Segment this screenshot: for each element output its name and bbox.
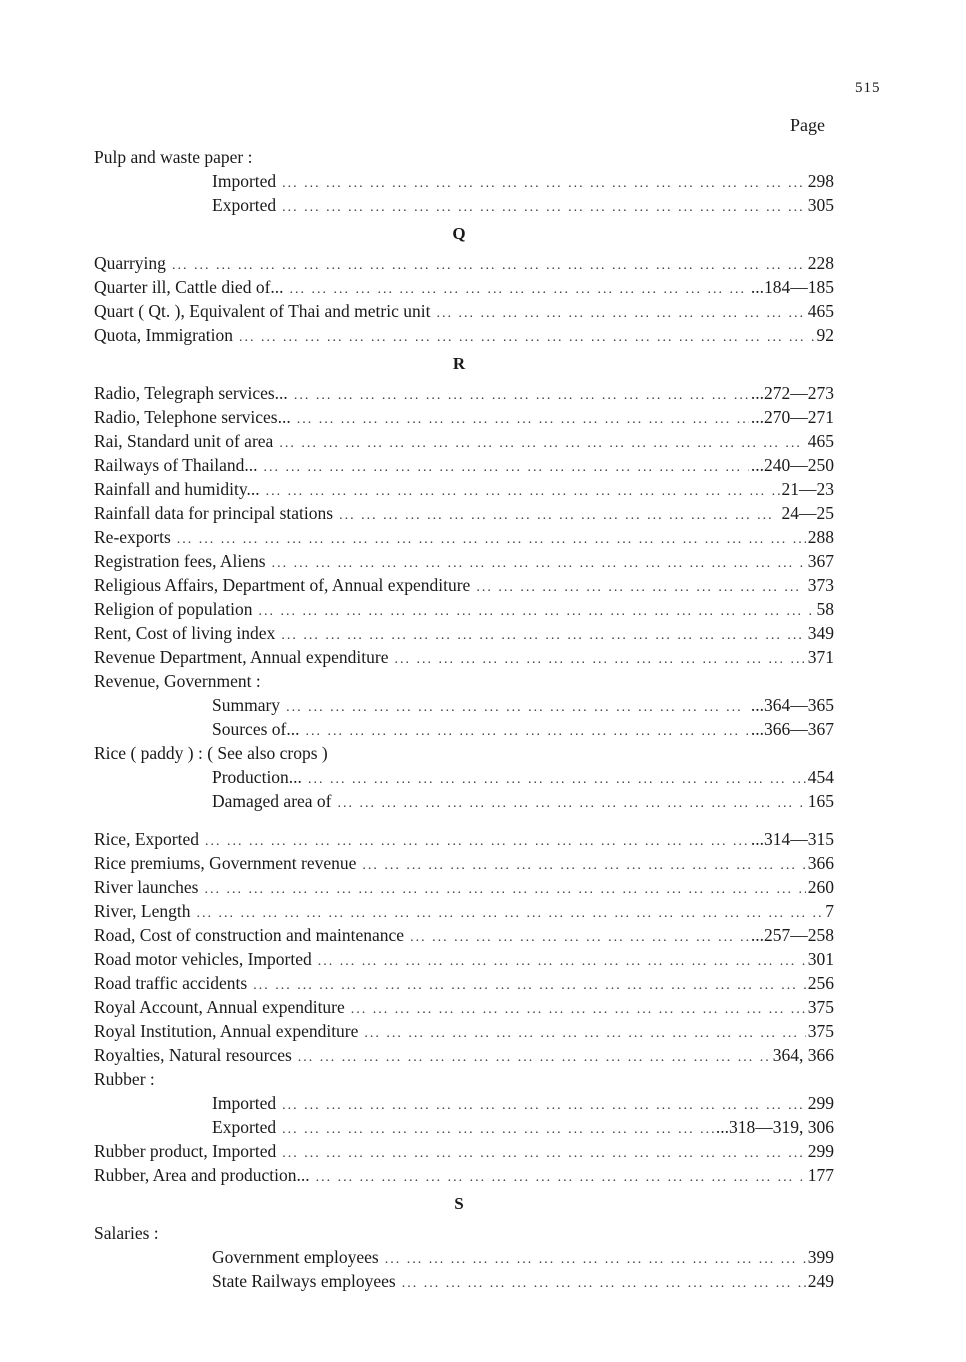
entry-page: 373 (807, 575, 834, 595)
entry-page: 371 (807, 647, 834, 667)
entry-label: Rubber product, Imported (94, 1141, 277, 1161)
index-entry (94, 453, 834, 477)
index-entry (94, 1019, 834, 1043)
entry-page: ...270—271 (750, 407, 834, 427)
dot-leader (305, 720, 748, 744)
entry-label: Rainfall and humidity... (94, 479, 260, 499)
entry-label: River, Length (94, 901, 191, 921)
dot-leader (338, 792, 806, 816)
index-entry (94, 1043, 834, 1067)
dot-leader (286, 696, 749, 720)
dot-leader (436, 302, 805, 326)
dot-leader (318, 950, 806, 974)
section-letter: R (452, 354, 466, 373)
entry-label: Royalties, Natural resources (94, 1045, 292, 1065)
entry-page: 165 (807, 791, 834, 811)
dot-leader (410, 926, 749, 950)
dot-leader (239, 326, 814, 350)
entry-page: 21—23 (781, 479, 834, 499)
entry-label: Rice premiums, Government revenue (94, 853, 357, 873)
index-entry (94, 1139, 834, 1163)
dot-leader (394, 648, 805, 672)
dot-leader (308, 768, 806, 792)
entry-page: ...272—273 (750, 383, 834, 403)
index-entry (94, 827, 834, 851)
entry-label: Imported (212, 1093, 277, 1113)
entry-page: ...364—365 (750, 695, 834, 715)
index-subentry (94, 765, 834, 789)
index-entry (94, 923, 834, 947)
index-entry (94, 875, 834, 899)
index-list (94, 145, 834, 1293)
dot-leader (476, 576, 805, 600)
entry-page: 92 (816, 325, 834, 345)
index-entry (94, 323, 834, 347)
entry-page: 349 (807, 623, 834, 643)
entry-page: ...314—315 (750, 829, 834, 849)
dot-leader (316, 1166, 806, 1190)
entry-label: Damaged area of (212, 791, 332, 811)
index-entry (94, 851, 834, 875)
section-letter: S (454, 1194, 464, 1213)
entry-label: Registration fees, Aliens (94, 551, 266, 571)
index-heading: Revenue, Government : (94, 671, 261, 691)
entry-page: 7 (825, 901, 834, 921)
index-heading: Rice ( paddy ) : ( See also crops ) (94, 743, 328, 763)
entry-label: Rainfall data for principal stations (94, 503, 334, 523)
entry-page: 228 (807, 253, 834, 273)
entry-page: ...318—319, 306 (715, 1117, 834, 1137)
index-entry (94, 429, 834, 453)
dot-leader (339, 504, 779, 528)
entry-page: 375 (807, 1021, 834, 1041)
entry-page: 375 (807, 997, 834, 1017)
entry-page: 454 (807, 767, 834, 787)
entry-label: Quart ( Qt. ), Equivalent of Thai and metric unit (94, 301, 431, 321)
index-entry (94, 251, 834, 275)
entry-label: Rubber, Area and production... (94, 1165, 310, 1185)
entry-label: River launches (94, 877, 199, 897)
index-subentry (94, 1245, 834, 1269)
entry-page: 288 (807, 527, 834, 547)
index-entry (94, 971, 834, 995)
index-entry (94, 299, 834, 323)
entry-label: Railways of Thailand... (94, 455, 258, 475)
dot-leader (294, 384, 749, 408)
index-heading: Pulp and waste paper : (94, 147, 253, 167)
dot-leader (282, 172, 806, 196)
index-subentry (94, 1269, 834, 1293)
entry-label: Radio, Telephone services... (94, 407, 291, 427)
entry-page: 298 (807, 171, 834, 191)
dot-leader (402, 1272, 806, 1296)
entry-label: Religious Affairs, Department of, Annual expenditure (94, 575, 471, 595)
index-entry (94, 405, 834, 429)
index-entry (94, 381, 834, 405)
entry-label: Road motor vehicles, Imported (94, 949, 312, 969)
page-number: 515 (855, 80, 881, 96)
index-subentry (94, 789, 834, 813)
dot-leader (385, 1248, 806, 1272)
entry-label: Religion of population (94, 599, 253, 619)
dot-leader (263, 456, 748, 480)
index-entry (94, 947, 834, 971)
entry-label: Exported (212, 195, 277, 215)
dot-leader (282, 1142, 806, 1166)
dot-leader (266, 480, 780, 504)
index-entry (94, 549, 834, 573)
dot-leader (298, 1046, 771, 1070)
entry-label: Rai, Standard unit of area (94, 431, 274, 451)
index-heading: Rubber : (94, 1069, 155, 1089)
dot-leader (364, 1022, 805, 1046)
entry-label: Quarrying (94, 253, 166, 273)
entry-label: Summary (212, 695, 281, 715)
dot-leader (258, 600, 814, 624)
entry-page: 260 (807, 877, 834, 897)
dot-leader (297, 408, 749, 432)
index-entry (94, 477, 834, 501)
entry-label: Rice, Exported (94, 829, 199, 849)
entry-page: 465 (807, 431, 834, 451)
entry-label: Royal Account, Annual expenditure (94, 997, 345, 1017)
dot-leader (362, 854, 805, 878)
dot-leader (204, 878, 805, 902)
entry-label: Road traffic accidents (94, 973, 248, 993)
entry-page: 256 (807, 973, 834, 993)
dot-leader (351, 998, 806, 1022)
entry-page: 301 (807, 949, 834, 969)
entry-label: Quota, Immigration (94, 325, 234, 345)
entry-page: 366 (807, 853, 834, 873)
dot-leader (282, 196, 806, 220)
index-subentry (94, 717, 834, 741)
dot-leader (279, 432, 805, 456)
entry-label: Radio, Telegraph services... (94, 383, 288, 403)
entry-page: 399 (807, 1247, 834, 1267)
entry-page: 24—25 (781, 503, 834, 523)
index-entry (94, 501, 834, 525)
dot-leader (282, 1118, 714, 1142)
entry-page: 465 (807, 301, 834, 321)
entry-page: ...257—258 (750, 925, 834, 945)
entry-page: ...366—367 (750, 719, 834, 739)
entry-label: Road, Cost of construction and maintenance (94, 925, 405, 945)
entry-page: 305 (807, 195, 834, 215)
index-subentry (94, 693, 834, 717)
page-column-label: Page (790, 115, 825, 135)
entry-page: 249 (807, 1271, 834, 1291)
entry-page: 367 (807, 551, 834, 571)
entry-page: ...240—250 (750, 455, 834, 475)
entry-label: Imported (212, 171, 277, 191)
entry-label: Sources of... (212, 719, 300, 739)
index-entry (94, 899, 834, 923)
entry-page: 299 (807, 1141, 834, 1161)
index-entry (94, 275, 834, 299)
index-entry (94, 1163, 834, 1187)
index-subentry (94, 1091, 834, 1115)
index-subentry (94, 169, 834, 193)
entry-page: 177 (807, 1165, 834, 1185)
index-entry (94, 621, 834, 645)
entry-label: Revenue Department, Annual expenditure (94, 647, 389, 667)
index-entry (94, 995, 834, 1019)
index-subentry (94, 193, 834, 217)
section-letter: Q (452, 224, 466, 243)
entry-label: Re-exports (94, 527, 171, 547)
index-entry (94, 597, 834, 621)
index-entry (94, 525, 834, 549)
index-heading: Salaries : (94, 1223, 159, 1243)
index-subentry (94, 1115, 834, 1139)
entry-label: Rent, Cost of living index (94, 623, 276, 643)
entry-label: Royal Institution, Annual expenditure (94, 1021, 359, 1041)
entry-label: Exported (212, 1117, 277, 1137)
entry-page: 364, 366 (772, 1045, 834, 1065)
index-entry (94, 573, 834, 597)
index-entry (94, 645, 834, 669)
entry-label: Quarter ill, Cattle died of... (94, 277, 284, 297)
entry-label: Government employees (212, 1247, 379, 1267)
entry-label: State Railways employees (212, 1271, 396, 1291)
entry-page: 299 (807, 1093, 834, 1113)
entry-page: 58 (816, 599, 834, 619)
entry-label: Production... (212, 767, 302, 787)
entry-page: ...184—185 (750, 277, 834, 297)
